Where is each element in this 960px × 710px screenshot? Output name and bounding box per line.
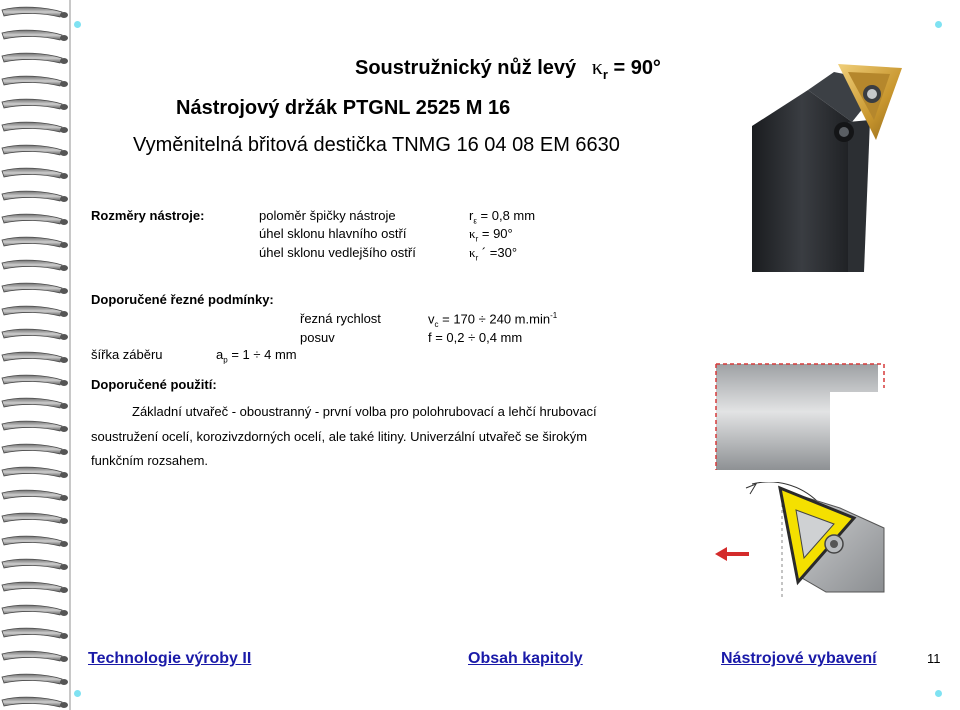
- dim-sym: κ: [469, 245, 476, 260]
- spiral-hole: [60, 633, 68, 639]
- kappa-symbol: κ: [591, 54, 603, 79]
- speed-exp: -1: [550, 311, 558, 320]
- dim-sub: ε: [473, 216, 477, 226]
- spiral-hole: [60, 587, 68, 593]
- feed-label: posuv: [300, 330, 335, 345]
- dim-val: = 90°: [481, 226, 513, 241]
- spiral-hole: [60, 357, 68, 363]
- spiral-hole: [60, 127, 68, 133]
- spiral-hole: [60, 541, 68, 547]
- dim-sub: r: [475, 253, 479, 263]
- spiral-hole: [60, 334, 68, 340]
- spiral-hole: [60, 311, 68, 317]
- footer-link-nastrojove-vybaveni[interactable]: Nástrojové vybavení: [721, 650, 877, 667]
- spiral-binding: [0, 0, 75, 710]
- insert-title: Vyměnitelná břitová destička TNMG 16 04 08 EM 6630: [133, 134, 620, 156]
- speed-sym: v: [428, 311, 435, 327]
- insert-diagram: [722, 482, 890, 600]
- spiral-hole: [60, 58, 68, 64]
- spiral-hole: [60, 150, 68, 156]
- spiral-hole: [60, 35, 68, 41]
- dim-sym: κ: [469, 226, 476, 241]
- spiral-hole: [60, 242, 68, 248]
- depth-val: = 1 ÷ 4 mm: [231, 347, 297, 362]
- footer-link-technologie[interactable]: Technologie výroby II: [88, 650, 252, 667]
- usage-line-1: Základní utvařeč - oboustranný - první volba pro polohrubovací a lehčí hrubovací: [132, 404, 597, 419]
- spiral-hole: [60, 173, 68, 179]
- speed-sub: c: [434, 319, 439, 329]
- spiral-hole: [60, 426, 68, 432]
- page-title: [355, 54, 661, 82]
- depth-value: [216, 347, 297, 365]
- spiral-hole: [60, 81, 68, 87]
- usage-heading: Doporučené použití:: [91, 377, 217, 392]
- dim-sub: r: [475, 234, 479, 244]
- spiral-hole: [60, 196, 68, 202]
- dim-label-minor-angle: úhel sklonu vedlejšího ostří: [259, 245, 416, 260]
- dim-val: = 0,8 mm: [480, 208, 536, 223]
- dim-label-main-angle: úhel sklonu hlavního ostří: [259, 226, 407, 241]
- dim-label-radius: poloměr špičky nástroje: [259, 208, 396, 223]
- corner-dot: [935, 690, 942, 697]
- kappa-subscript: r: [602, 67, 608, 82]
- usage-line-3: funkčním rozsahem.: [91, 453, 209, 468]
- spiral-hole: [60, 403, 68, 409]
- corner-dot: [935, 21, 942, 28]
- spiral-hole: [60, 656, 68, 662]
- holder-title: Nástrojový držák PTGNL 2525 M 16: [176, 97, 511, 119]
- title-text: Soustružnický nůž levý: [355, 57, 577, 79]
- dim-value-radius: [469, 208, 535, 226]
- dim-sym: r: [469, 208, 474, 223]
- spiral-hole: [60, 679, 68, 685]
- spiral-hole: [60, 219, 68, 225]
- spiral-hole: [60, 495, 68, 501]
- spiral-hole: [60, 12, 68, 18]
- workpiece-diagram: [712, 358, 890, 476]
- spiral-hole: [60, 449, 68, 455]
- conditions-heading: Doporučené řezné podmínky:: [91, 292, 274, 307]
- corner-dot: [74, 21, 81, 28]
- spiral-hole: [60, 564, 68, 570]
- spiral-hole: [60, 380, 68, 386]
- speed-label: řezná rychlost: [300, 311, 381, 326]
- feed-value: f = 0,2 ÷ 0,4 mm: [428, 330, 523, 345]
- speed-value: [428, 311, 557, 329]
- kappa-value: = 90°: [613, 57, 661, 79]
- spiral-hole: [60, 610, 68, 616]
- spiral-hole: [60, 472, 68, 478]
- footer-link-obsah-kapitoly[interactable]: Obsah kapitoly: [468, 650, 583, 667]
- dimensions-heading: Rozměry nástroje:: [91, 208, 205, 223]
- spiral-hole: [60, 104, 68, 110]
- dim-val: ´ =30°: [481, 245, 518, 260]
- spiral-hole: [60, 518, 68, 524]
- dim-value-main-angle: [469, 226, 513, 244]
- tool-photo: [752, 62, 912, 272]
- page-number: 11: [927, 651, 941, 666]
- feed-arrow-icon: [715, 546, 749, 562]
- depth-sym: a: [216, 347, 224, 362]
- depth-sub: p: [223, 355, 228, 365]
- dim-value-minor-angle: [469, 245, 517, 263]
- speed-val: = 170 ÷ 240 m.min: [442, 311, 551, 327]
- usage-line-2: soustružení ocelí, korozivzdorných ocelí, ale také litiny. Univerzální utvařeč se širokým: [91, 429, 588, 444]
- depth-label: šířka záběru: [91, 347, 163, 362]
- spiral-hole: [60, 702, 68, 708]
- spiral-hole: [60, 288, 68, 294]
- spiral-hole: [60, 265, 68, 271]
- corner-dot: [74, 690, 81, 697]
